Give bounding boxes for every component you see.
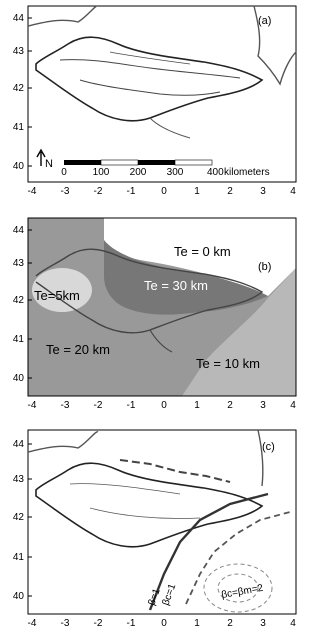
y-tick-label: 40: [12, 373, 24, 384]
x-axis-b: [28, 400, 297, 410]
scale-tick-label: 200: [129, 167, 147, 178]
y-tick-label: 43: [12, 46, 24, 57]
x-tick-label: -2: [93, 400, 103, 410]
zone-label-te-0: Te = 0 km: [174, 244, 231, 259]
map-b-svg: [0, 212, 305, 410]
x-axis-c: [28, 618, 297, 629]
x-tick-label: 1: [194, 186, 200, 196]
scale-tick-label: 300: [166, 167, 184, 178]
x-tick-label: 3: [260, 618, 266, 629]
panel-label-a: (a): [258, 15, 272, 27]
scale-tick-label: 100: [92, 167, 110, 178]
y-tick-label: 42: [12, 295, 24, 306]
y-tick-label: 40: [12, 591, 24, 602]
scale-bar-segment: [175, 160, 212, 165]
y-tick-label: 43: [12, 258, 24, 269]
panel-label-b: (b): [258, 261, 272, 273]
x-tick-label: -1: [126, 400, 136, 410]
zone-label-te-10: Te = 10 km: [196, 356, 260, 371]
x-tick-label: -4: [27, 400, 37, 410]
map-a-svg: [0, 0, 305, 196]
annotation-beta-c: βc=1: [160, 582, 179, 608]
x-tick-label: -1: [126, 618, 136, 629]
x-tick-label: -4: [27, 618, 37, 629]
y-tick-label: 42: [12, 83, 24, 94]
x-tick-label: 3: [260, 400, 266, 410]
x-tick-label: 4: [290, 618, 296, 629]
scale-bar-segment: [138, 160, 175, 165]
y-tick-label: 40: [12, 161, 24, 172]
scale-bar-segment: [64, 160, 101, 165]
x-tick-label: -1: [126, 186, 136, 196]
x-tick-label: 1: [194, 618, 200, 629]
x-tick-label: 1: [194, 400, 200, 410]
zone-label-te-20: Te = 20 km: [46, 342, 110, 357]
x-tick-label: 2: [227, 618, 233, 629]
x-tick-label: 4: [290, 400, 296, 410]
scale-unit-label: kilometers: [224, 167, 270, 178]
annotation-beta-c-m: βc=βm=2: [220, 582, 264, 601]
x-tick-label: -2: [93, 186, 103, 196]
annotation-beta: β=1: [146, 587, 163, 608]
y-tick-label: 44: [12, 439, 24, 450]
scale-tick-label: 400: [207, 167, 224, 178]
y-tick-label: 41: [12, 334, 24, 345]
x-tick-label: 2: [227, 400, 233, 410]
scale-bar-segment: [101, 160, 138, 165]
map-panel-c: [0, 424, 305, 630]
y-tick-label: 42: [12, 512, 24, 523]
x-tick-label: -3: [60, 400, 70, 410]
x-tick-label: 0: [161, 400, 167, 410]
map-c-svg: [0, 424, 305, 630]
x-tick-label: 0: [161, 186, 167, 196]
map-panel-b: [0, 212, 305, 410]
y-tick-label: 43: [12, 474, 24, 485]
x-tick-label: 3: [260, 186, 266, 196]
x-tick-label: -3: [60, 186, 70, 196]
x-tick-label: 0: [161, 618, 167, 629]
zone-label-te-30: Te = 30 km: [144, 278, 208, 293]
x-tick-label: 4: [290, 186, 296, 196]
scale-tick-label: 0: [61, 167, 67, 178]
y-tick-label: 44: [12, 13, 24, 24]
y-tick-label: 41: [12, 122, 24, 133]
zone-label-te-5: Te=5km: [34, 288, 80, 303]
map-panel-a: [0, 0, 305, 196]
y-tick-label: 41: [12, 552, 24, 563]
north-label: N: [45, 158, 53, 170]
x-tick-label: -4: [27, 186, 37, 196]
x-tick-label: -3: [60, 618, 70, 629]
x-tick-label: -2: [93, 618, 103, 629]
y-tick-label: 44: [12, 225, 24, 236]
panel-label-c: (c): [262, 441, 275, 453]
x-tick-label: 2: [227, 186, 233, 196]
x-axis-a: [28, 186, 297, 196]
